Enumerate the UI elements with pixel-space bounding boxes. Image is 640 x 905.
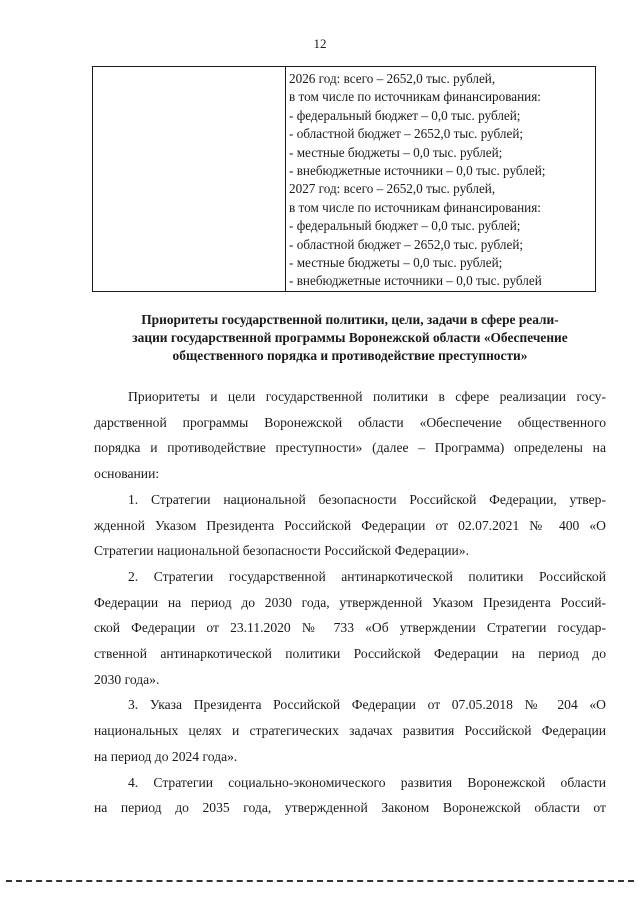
- list-item-3-line: национальных целях и стратегических задачах развития Российской Федерации: [94, 723, 606, 739]
- funding-line: - внебюджетные источники – 0,0 тыс. рублей;: [289, 163, 546, 179]
- funding-line: - внебюджетные источники – 0,0 тыс. рублей: [289, 273, 542, 289]
- heading-line: зации государственной программы Воронежской области «Обеспечение: [132, 330, 568, 345]
- list-item-3-line: 3. Указа Президента Российской Федерации от 07.05.2018 № 204 «О: [128, 697, 606, 713]
- funding-line: - областной бюджет – 2652,0 тыс. рублей;: [289, 126, 524, 142]
- table-empty-cell: [93, 67, 286, 291]
- funding-line: в том числе по источникам финансирования:: [289, 89, 541, 105]
- funding-line: - местные бюджеты – 0,0 тыс. рублей;: [289, 144, 503, 160]
- funding-line: в том числе по источникам финансирования:: [289, 199, 541, 215]
- paragraph-intro-line: порядка и противодействие преступности» (далее – Программа) определены на: [94, 440, 606, 456]
- funding-line: - федеральный бюджет – 0,0 тыс. рублей;: [289, 218, 521, 234]
- list-item-2-line: ственной антинаркотической политики Российской Федерации на период до: [94, 646, 606, 662]
- heading-line: общественного порядка и противодействие преступности»: [172, 348, 528, 363]
- list-item-1-line: Стратегии национальной безопасности Российской Федерации».: [94, 543, 469, 559]
- list-item-4-line: 4. Стратегии социально-экономического развития Воронежской области: [128, 774, 606, 790]
- list-item-2-line: 2. Стратегии государственной антинаркотической политики Российской: [128, 568, 606, 584]
- list-item-1-line: жденной Указом Президента Российской Федерации от 02.07.2021 № 400 «О: [94, 517, 606, 533]
- paragraph-intro-line: Приоритеты и цели государственной политики в сфере реализации госу-: [128, 389, 606, 404]
- paragraph-intro-line: дарственной программы Воронежской области «Обеспечение общественного: [94, 414, 606, 430]
- funding-line: 2027 год: всего – 2652,0 тыс. рублей,: [289, 181, 496, 197]
- bottom-scan-edge: [6, 880, 634, 882]
- section-heading: [100, 311, 600, 365]
- funding-table: [92, 66, 596, 292]
- table-funding-cell: [286, 67, 595, 291]
- funding-line: 2026 год: всего – 2652,0 тыс. рублей,: [289, 71, 496, 86]
- list-item-2-line: ской Федерации от 23.11.2020 № 733 «Об утверждении Стратегии государ-: [94, 620, 606, 636]
- list-item-2-line: 2030 года».: [94, 671, 160, 687]
- page-number: 12: [313, 36, 327, 51]
- paragraph-intro-line: основании:: [94, 466, 160, 482]
- heading-line: Приоритеты государственной политики, цели, задачи в сфере реали-: [141, 312, 559, 327]
- body-text: [94, 384, 606, 821]
- list-item-4-line: на период до 2035 года, утвержденной Законом Воронежской области от: [94, 800, 606, 816]
- funding-line: - федеральный бюджет – 0,0 тыс. рублей;: [289, 107, 521, 123]
- list-item-1-line: 1. Стратегии национальной безопасности Российской Федерации, утвер-: [128, 491, 606, 507]
- list-item-3-line: на период до 2024 года».: [94, 748, 238, 764]
- funding-line: - областной бюджет – 2652,0 тыс. рублей;: [289, 236, 524, 252]
- list-item-2-line: Федерации на период до 2030 года, утвержденной Указом Президента Россий-: [94, 594, 606, 610]
- funding-line: - местные бюджеты – 0,0 тыс. рублей;: [289, 255, 503, 271]
